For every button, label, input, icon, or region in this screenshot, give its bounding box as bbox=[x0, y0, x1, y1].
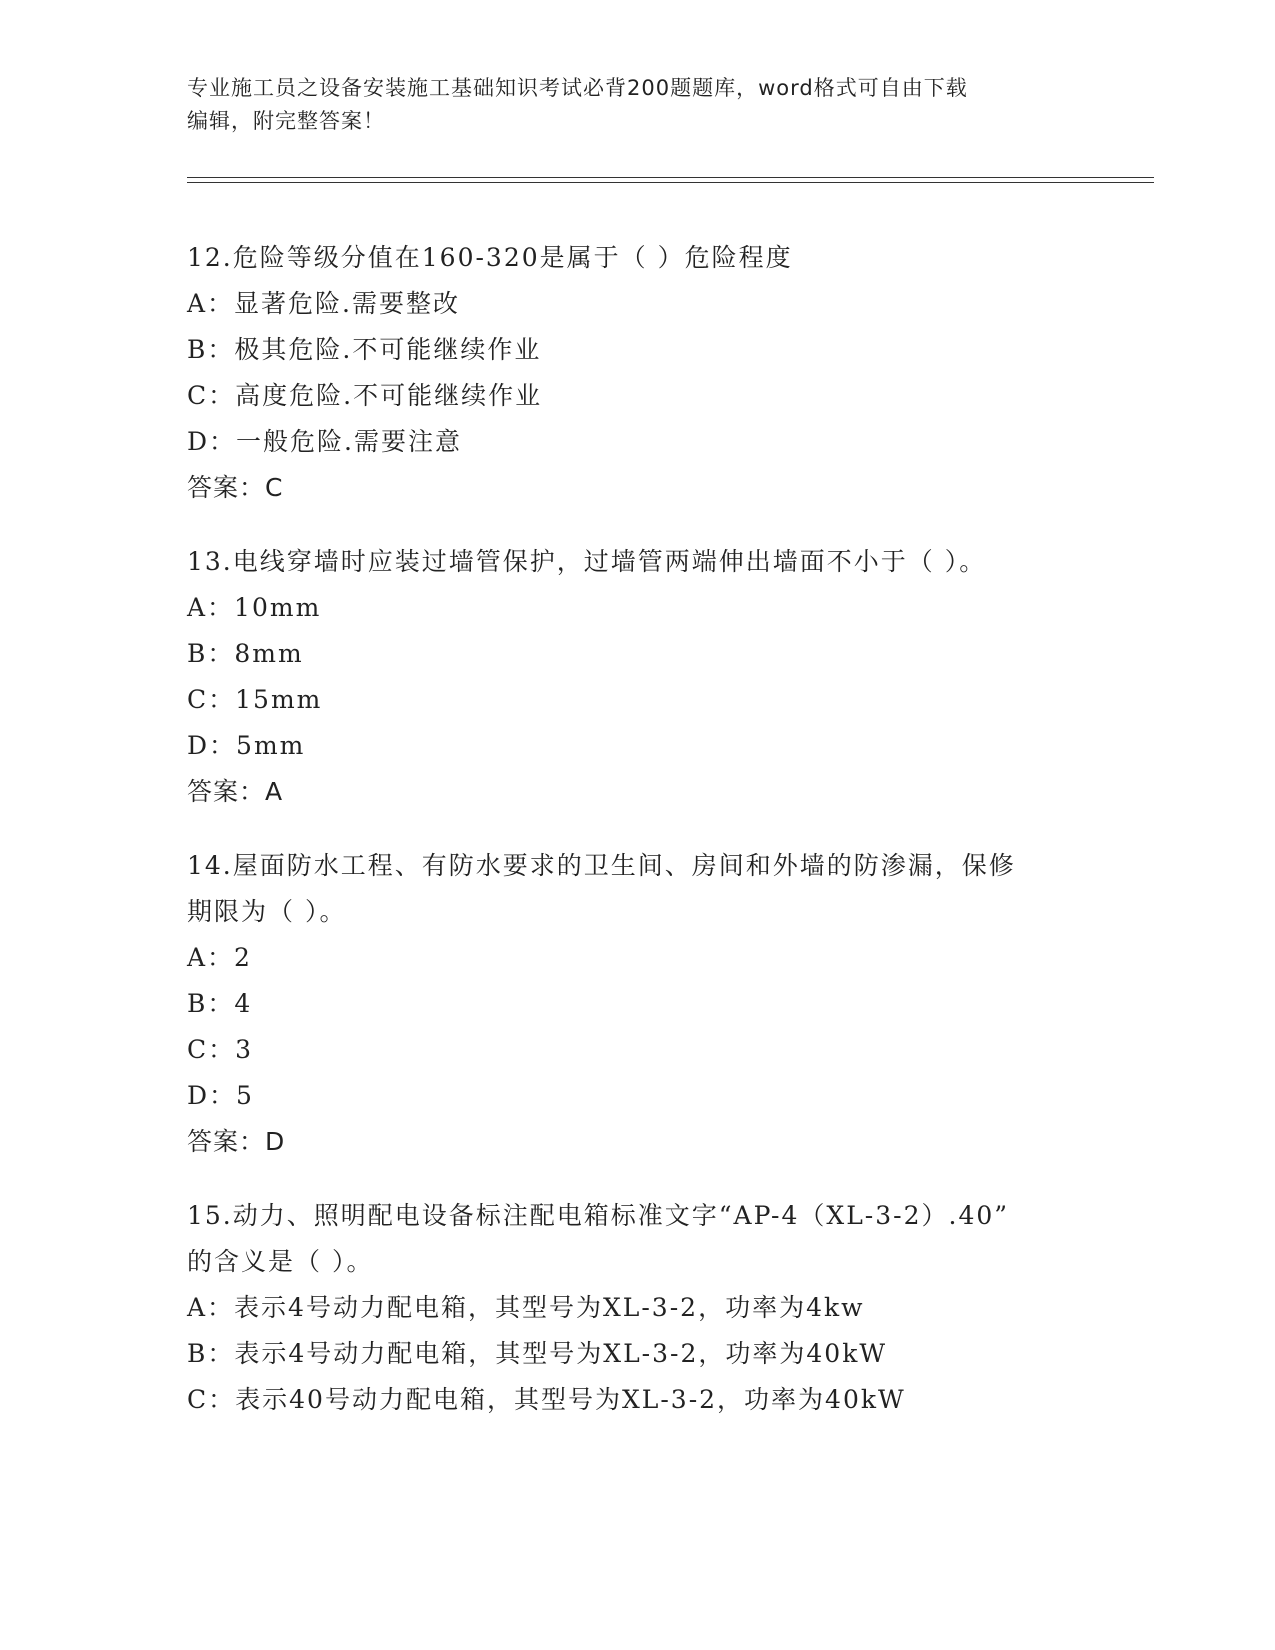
question-12 bbox=[187, 235, 1087, 511]
header-divider-bottom bbox=[187, 182, 1154, 183]
option-b: B：表示4号动力配电箱，其型号为XL-3-2，功率为40kW bbox=[187, 1339, 888, 1368]
option-d: D：一般危险.需要注意 bbox=[187, 427, 462, 456]
document-header bbox=[187, 72, 1067, 138]
option-a: A：10mm bbox=[187, 593, 322, 622]
option-b: B：极其危险.不可能继续作业 bbox=[187, 335, 542, 364]
answer-label: 答案：A bbox=[187, 777, 284, 806]
question-stem-line-2: 期限为（ ）。 bbox=[187, 897, 347, 926]
option-a: A：表示4号动力配电箱，其型号为XL-3-2，功率为4kw bbox=[187, 1293, 865, 1322]
question-list bbox=[187, 235, 1087, 1451]
option-c: C：3 bbox=[187, 1035, 254, 1064]
question-stem-line-1: 15.动力、照明配电设备标注配电箱标准文字“AP-4（XL-3-2）.40” bbox=[187, 1201, 1010, 1230]
option-d: D：5 bbox=[187, 1081, 254, 1110]
question-15 bbox=[187, 1193, 1087, 1423]
question-stem: 13.电线穿墙时应装过墙管保护，过墙管两端伸出墙面不小于（ ）。 bbox=[187, 547, 987, 576]
header-line-1: 专业施工员之设备安装施工基础知识考试必背200题题库，word格式可自由下载 bbox=[187, 76, 968, 100]
question-13 bbox=[187, 539, 1087, 815]
option-b: B：8mm bbox=[187, 639, 304, 668]
question-stem-line-1: 14.屋面防水工程、有防水要求的卫生间、房间和外墙的防渗漏，保修 bbox=[187, 851, 1016, 880]
option-c: C：表示40号动力配电箱，其型号为XL-3-2，功率为40kW bbox=[187, 1385, 906, 1414]
option-c: C：15mm bbox=[187, 685, 323, 714]
option-a: A：显著危险.需要整改 bbox=[187, 289, 461, 318]
answer-label: 答案：D bbox=[187, 1127, 286, 1156]
option-a: A：2 bbox=[187, 943, 252, 972]
header-divider-top bbox=[187, 177, 1154, 178]
question-stem: 12.危险等级分值在160-320是属于（ ）危险程度 bbox=[187, 243, 793, 272]
option-d: D：5mm bbox=[187, 731, 306, 760]
answer-label: 答案：C bbox=[187, 473, 284, 502]
option-c: C：高度危险.不可能继续作业 bbox=[187, 381, 543, 410]
option-b: B：4 bbox=[187, 989, 253, 1018]
question-14 bbox=[187, 843, 1087, 1165]
header-line-2: 编辑，附完整答案！ bbox=[187, 109, 385, 133]
question-stem-line-2: 的含义是（ ）。 bbox=[187, 1247, 374, 1276]
